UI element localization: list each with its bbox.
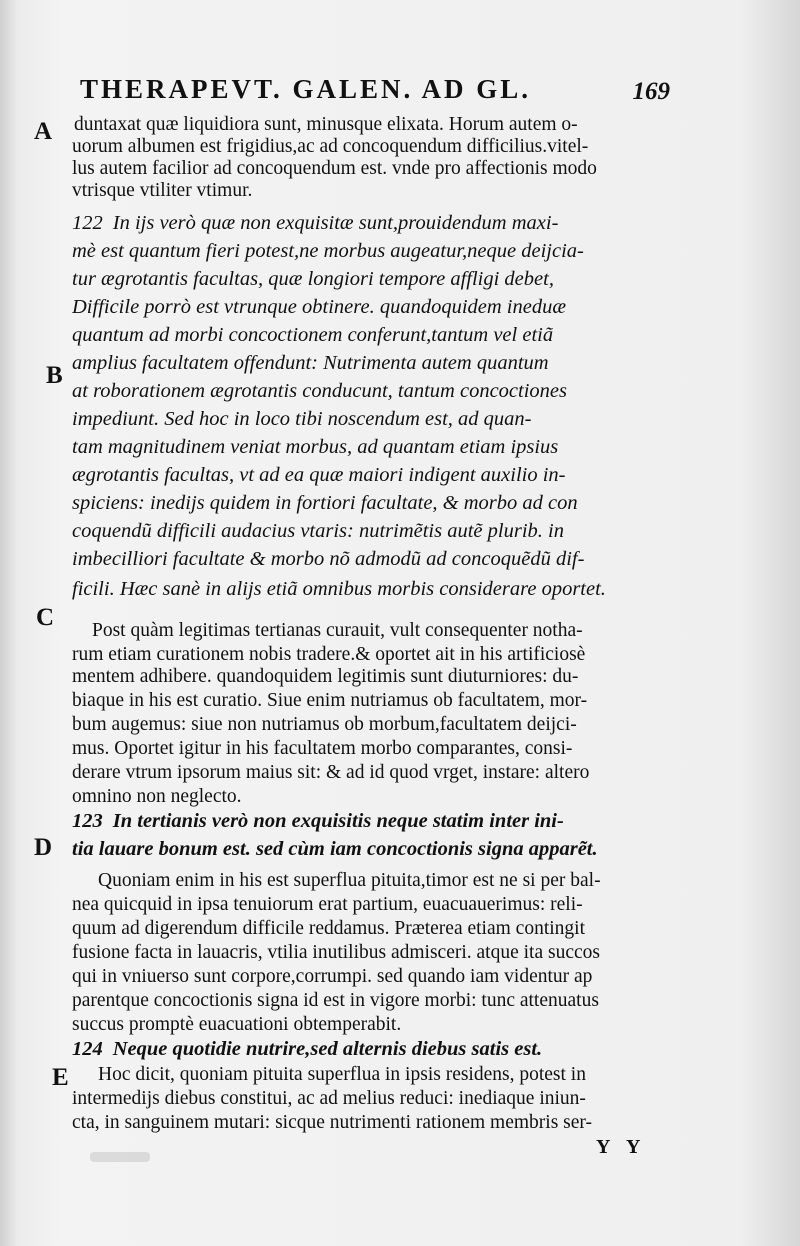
text-line: mus. Oportet igitur in his facultatem morbo comparantes, consi- bbox=[72, 738, 573, 759]
text-line: Quoniam enim in his est superflua pituita,timor est ne si per bal- bbox=[98, 870, 601, 891]
text-line: vtrisque vtiliter vtimur. bbox=[72, 180, 253, 201]
aphorism-line bbox=[72, 810, 687, 832]
aphorism-text: Neque quotidie nutrire,sed alternis diebus satis est. bbox=[112, 1038, 543, 1060]
margin-letter-d: D bbox=[34, 834, 53, 861]
aphorism-line: Difficile porrò est vtrunque obtinere. quandoquidem ineduæ bbox=[72, 296, 567, 318]
aphorism-line: at roborationem ægrotantis conducunt, tantum concoctiones bbox=[72, 380, 567, 402]
text-line: succus promptè euacuationi obtemperabit. bbox=[72, 1014, 402, 1035]
aphorism-line: quantum ad morbi concoctionem conferunt,tantum vel etiã bbox=[72, 324, 554, 346]
aphorism-line: tia lauare bonum est. sed cùm iam concoctionis signa apparẽt. bbox=[72, 838, 598, 860]
aphorism-number: 122 bbox=[72, 212, 103, 234]
text-line: duntaxat quæ liquidiora sunt, minusque elixata. Horum autem o- bbox=[74, 114, 578, 135]
text-line: qui in vniuerso sunt corpore,corrumpi. sed quando iam videntur ap bbox=[72, 966, 593, 987]
text-line: omnino non neglecto. bbox=[72, 786, 242, 807]
aphorism-line: ægrotantis facultas, vt ad ea quæ maiori indigent auxilio in- bbox=[72, 464, 566, 486]
margin-letter-e: E bbox=[52, 1064, 69, 1091]
text-line: fusione facta in lauacris, vtilia inutilibus admisceri. atque ita succos bbox=[72, 942, 600, 963]
aphorism-line: amplius facultatem offendunt: Nutrimenta autem quantum bbox=[72, 352, 549, 374]
aphorism-line: spiciens: inedijs quidem in fortiori facultate, & morbo ad con bbox=[72, 492, 578, 514]
aphorism-line: ficili. Hæc sanè in alijs etiã omnibus morbis considerare oportet. bbox=[72, 578, 606, 600]
aphorism-line: mè est quantum fieri potest,ne morbus augeatur,neque deijcia- bbox=[72, 240, 584, 262]
aphorism-number: 123 bbox=[72, 810, 103, 832]
aphorism-line: tur ægrotantis facultas, quæ longiori tempore affligi debet, bbox=[72, 268, 554, 290]
text-line: parentque concoctionis signa id est in vigore morbi: tunc attenuatus bbox=[72, 990, 599, 1011]
page-number: 169 bbox=[632, 78, 670, 105]
aphorism-line: imbecilliori facultate & morbo nõ admodũ ad concoquẽdũ dif- bbox=[72, 548, 585, 570]
aphorism-line: tam magnitudinem veniat morbus, ad quantam etiam ipsius bbox=[72, 436, 559, 458]
text-line: rum etiam curationem nobis tradere.& oportet ait in his artificiosè bbox=[72, 644, 586, 665]
signature-mark: Y Y bbox=[596, 1136, 647, 1158]
margin-letter-a: A bbox=[34, 118, 53, 145]
aphorism-text: In tertianis verò non exquisitis neque statim inter ini- bbox=[112, 810, 564, 832]
text-line: Post quàm legitimas tertianas curauit, vult consequenter notha- bbox=[92, 620, 583, 641]
text-line: derare vtrum ipsorum maius sit: & ad id quod vrget, instare: altero bbox=[72, 762, 590, 783]
text-line: quum ad digerendum difficile reddamus. Præterea etiam contingit bbox=[72, 918, 585, 939]
text-line: uorum albumen est frigidius,ac ad concoquendum difficilius.vitel- bbox=[72, 136, 589, 157]
aphorism-text: In ijs verò quæ non exquisitæ sunt,prouidendum maxi- bbox=[112, 212, 559, 234]
aphorism-line bbox=[72, 1038, 687, 1060]
aphorism-number: 124 bbox=[72, 1038, 103, 1060]
aphorism-line: impediunt. Sed hoc in loco tibi noscendum est, ad quan- bbox=[72, 408, 532, 430]
text-line: intermedijs diebus constitui, ac ad melius reduci: inediaque iniun- bbox=[72, 1088, 586, 1109]
text-line: Hoc dicit, quoniam pituita superflua in ipsis residens, potest in bbox=[98, 1064, 586, 1085]
running-title: THERAPEVT. GALEN. AD GL. bbox=[80, 74, 532, 104]
margin-letter-b: B bbox=[46, 362, 63, 389]
running-header bbox=[80, 74, 670, 114]
text-line: biaque in his est curatio. Siue enim nutriamus ob facultatem, mor- bbox=[72, 690, 588, 711]
text-line: bum augemus: siue non nutriamus ob morbum,facultatem deijci- bbox=[72, 714, 577, 735]
margin-letter-c: C bbox=[36, 604, 55, 631]
ink-smudge bbox=[90, 1152, 150, 1162]
text-line: mentem adhibere. quandoquidem legitimis sunt diuturniores: du- bbox=[72, 666, 579, 687]
text-line: nea quicquid in ipsa tenuiorum erat partium, euacuauerimus: reli- bbox=[72, 894, 583, 915]
aphorism-line: coquendũ difficili audacius vtaris: nutrimẽtis autẽ plurib. in bbox=[72, 520, 564, 542]
aphorism-line bbox=[72, 212, 687, 234]
text-line: lus autem facilior ad concoquendum est. vnde pro affectionis modo bbox=[72, 158, 597, 179]
text-line: cta, in sanguinem mutari: sicque nutrimenti rationem membris ser- bbox=[72, 1112, 593, 1133]
